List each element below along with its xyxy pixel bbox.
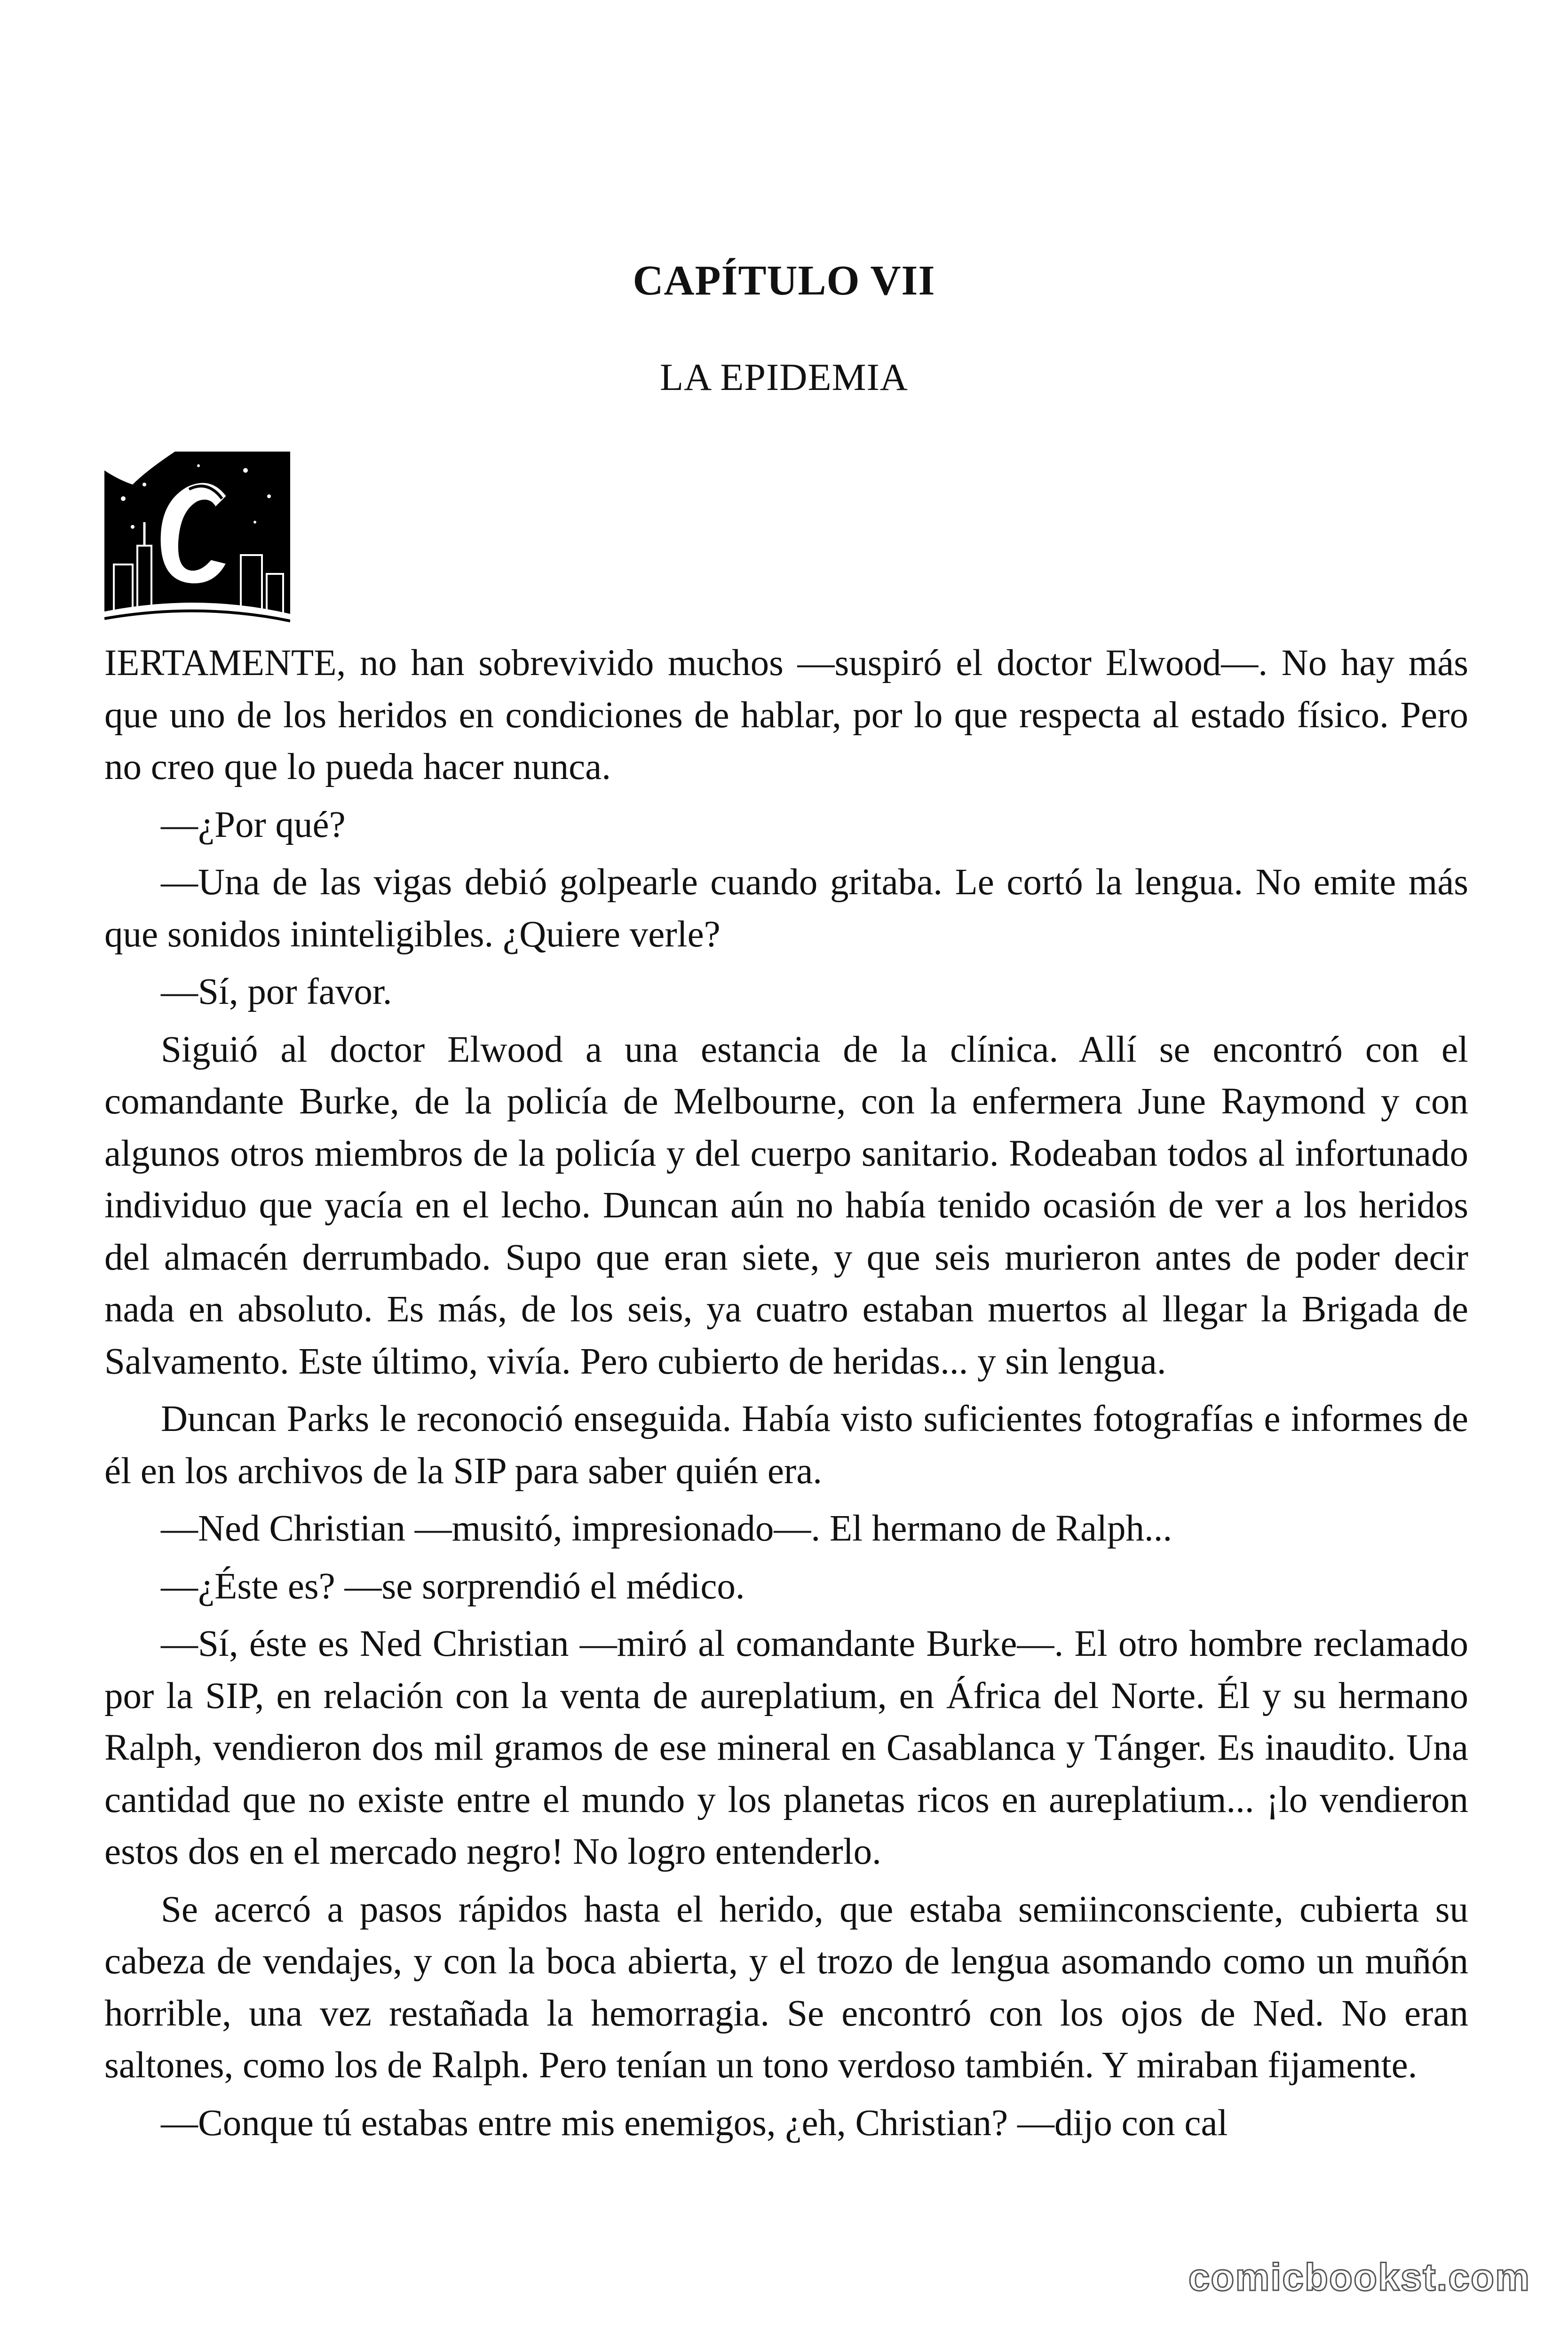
paragraph: —Sí, por favor.: [161, 971, 392, 1012]
paragraph: —Sí, éste es Ned Christian —miró al comandante Burke—. El otro hombre reclamado por la SIP, en relación con la venta de aureplatium, en África del Norte. Él y su hermano Ralph, vendieron dos mil gramos de ese mineral en Casablanca y Tánger. Es inaudito. Una cantidad que no existe entre el mundo y los planetas ricos en aureplatium... ¡lo vendieron estos dos en el mercado negro! No logro entenderlo.: [104, 1623, 1468, 1872]
paragraph: —Conque tú estabas entre mis enemigos, ¿eh, Christian? —dijo con cal: [161, 2102, 1228, 2144]
decorated-initial-c-icon: [104, 452, 290, 628]
paragraph: —Una de las vigas debió golpearle cuando gritaba. Le cortó la lengua. No emite más que sonidos ininteligibles. ¿Quiere verle?: [104, 862, 1468, 955]
paragraph: IERTAMENTE, no han sobrevivido muchos —suspiró el doctor Elwood—. No hay más que uno de los heridos en condiciones de hablar, por lo que respecta al estado físico. Pero no creo que lo pueda hacer nunca.: [104, 643, 1468, 787]
paragraph: —¿Éste es? —se sorprendió el médico.: [161, 1565, 745, 1607]
body-text: [104, 637, 1468, 2155]
chapter-subtitle: LA EPIDEMIA: [659, 356, 909, 398]
paragraph: Siguió al doctor Elwood a una estancia de la clínica. Allí se encontró con el comandante Burke, de la policía de Melbourne, con la enfermera June Raymond y con algunos otros miembros de la policía y del cuerpo sanitario. Rodeaban todos al infortunado individuo que yacía en el lecho. Duncan aún no había tenido ocasión de ver a los heridos del almacén derrumbado. Supo que eran siete, y que seis murieron antes de poder decir nada en absoluto. Es más, de los seis, ya cuatro estaban muertos al llegar la Brigada de Salvamento. Este último, vivía. Pero cubierto de heridas... y sin lengua.: [104, 1029, 1468, 1382]
paragraph: —¿Por qué?: [161, 804, 346, 845]
paragraph: —Ned Christian —musitó, impresionado—. El hermano de Ralph...: [161, 1508, 1172, 1549]
paragraph: Se acercó a pasos rápidos hasta el herido, que estaba semiinconsciente, cubierta su cabeza de vendajes, y con la boca abierta, y el trozo de lengua asomando como un muñón horrible, una vez restañada la hemorragia. Se encontró con los ojos de Ned. No eran saltones, como los de Ralph. Pero tenían un tono verdoso también. Y miraban fijamente.: [104, 1889, 1468, 2086]
watermark: comicbookst.com: [1188, 2256, 1530, 2299]
paragraph: Duncan Parks le reconoció enseguida. Había visto suficientes fotografías e informes de él en los archivos de la SIP para saber quién era.: [104, 1398, 1468, 1492]
chapter-title: CAPÍTULO VII: [633, 257, 935, 304]
